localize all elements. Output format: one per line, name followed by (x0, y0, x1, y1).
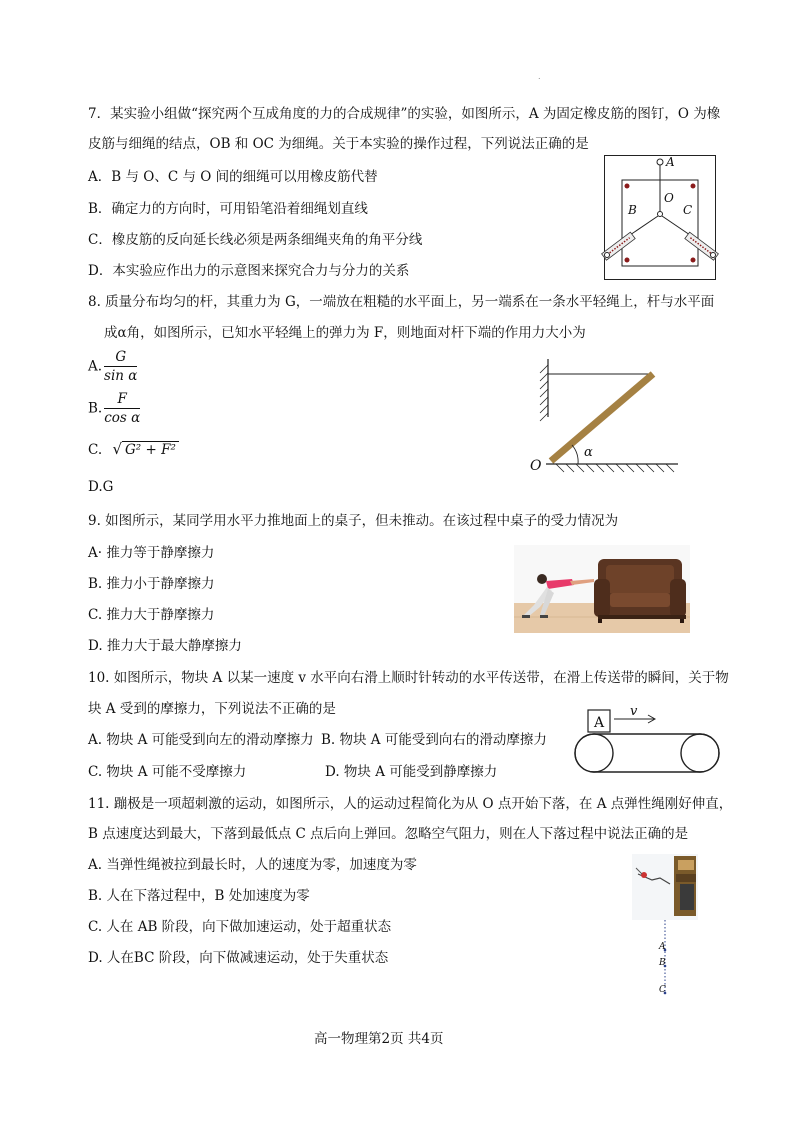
q8-option-b-label: B. (88, 400, 103, 417)
q8-option-b-fraction (104, 390, 140, 427)
q8-option-b-den: cos α (104, 410, 141, 426)
q11-option-a[interactable]: A. 当弹性绳被拉到最长时，人的速度为零，加速度为零 (88, 857, 417, 873)
q7-stem-line1: 7．某实验小组做“探究两个互成角度的力的合成规律”的实验，如图所示，A 为固定橡皮筋的图钉，O 为橡 (88, 106, 721, 122)
q10-velocity-label: v (630, 704, 638, 719)
corner-mark: . (538, 72, 541, 81)
q8-option-a-num: G (104, 348, 137, 367)
q10-option-b[interactable]: B. 物块 A 可能受到向右的滑动摩擦力 (321, 732, 547, 748)
q11-label-b: B (659, 958, 666, 968)
sofa (594, 559, 686, 623)
q7-label-c: C (683, 203, 693, 217)
q11-option-d[interactable]: D. 人在BC 阶段，向下做减速运动，处于失重状态 (88, 950, 389, 966)
q8-stem-line2: 成α角，如图所示，已知水平轻绳上的弹力为 F，则地面对杆下端的作用力大小为 (104, 325, 586, 341)
q8-option-b[interactable] (88, 390, 140, 427)
sqrt-icon: √ (112, 440, 122, 458)
q9-option-a[interactable]: A· 推力等于静摩擦力 (88, 545, 215, 561)
q7-stem-line2: 皮筋与细绳的结点，OB 和 OC 为细绳。关于本实验的操作过程，下列说法正确的是 (88, 136, 589, 152)
q9-option-c[interactable]: C. 推力大于静摩擦力 (88, 607, 215, 623)
q11-option-b[interactable]: B. 人在下落过程中，B 处加速度为零 (88, 888, 310, 904)
q8-option-c-label: C. (88, 442, 103, 458)
q8-option-a-den: sin α (104, 368, 138, 384)
q8-option-b-num: F (104, 390, 140, 409)
q10-option-d[interactable]: D. 物块 A 可能受到静摩擦力 (325, 764, 498, 780)
q11-option-c[interactable]: C. 人在 AB 阶段，向下做加速运动，处于超重状态 (88, 919, 392, 935)
q11-stem-line1: 11. 蹦极是一项超刺激的运动，如图所示，人的运动过程简化为从 O 点开始下落，在 A 点弹性绳刚好伸直， (88, 796, 733, 812)
q7-option-a[interactable]: A．B 与 O、C 与 O 间的细绳可以用橡皮筋代替 (88, 169, 378, 185)
q11-label-c: C (659, 985, 666, 995)
q8-label-alpha: α (584, 445, 593, 460)
q9-stem-line1: 9. 如图所示，某同学用水平力推地面上的桌子，但未推动。在该过程中桌子的受力情况为 (88, 513, 619, 529)
q7-label-a: A (666, 155, 675, 169)
q8-option-a-fraction (104, 348, 137, 385)
q7-label-b: B (628, 203, 637, 217)
q9-option-d[interactable]: D. 推力大于最大静摩擦力 (88, 638, 242, 654)
q9-figure-push-sofa (514, 545, 690, 633)
q9-option-b[interactable]: B. 推力小于静摩擦力 (88, 576, 215, 592)
q8-option-a-label: A. (88, 358, 103, 375)
q8-option-c[interactable] (88, 440, 179, 458)
q11-label-a: A (659, 942, 666, 952)
q10-block-label: A (594, 715, 605, 731)
q10-option-c[interactable]: C. 物块 A 可能不受摩擦力 (88, 764, 247, 780)
q8-stem-line1: 8. 质量分布均匀的杆，其重力为 G，一端放在粗糙的水平面上，另一端系在一条水平轻绳上，杆与水平面 (88, 294, 715, 310)
q11-figure-bungee (630, 850, 702, 1000)
q7-option-c[interactable]: C．橡皮筋的反向延长线必须是两条细绳夹角的角平分线 (88, 232, 423, 248)
q8-option-a[interactable] (88, 348, 137, 385)
q7-option-d[interactable]: D．本实验应作出力的示意图来探究合力与分力的关系 (88, 263, 410, 279)
q7-label-o: O (664, 191, 674, 205)
q11-stem-line2: B 点速度达到最大，下落到最低点 C 点后向上弹回。忽略空气阻力，则在人下落过程中说法正确的是 (88, 826, 689, 842)
q7-figure-force-board (604, 155, 716, 280)
q10-stem-line2: 块 A 受到的摩擦力，下列说法不正确的是 (88, 701, 336, 717)
q7-option-b[interactable]: B．确定力的方向时，可用铅笔沿着细绳划直线 (88, 201, 368, 217)
q10-option-a[interactable]: A. 物块 A 可能受到向左的滑动摩擦力 (88, 732, 314, 748)
page-footer: 高一物理第2页 共4页 (314, 1031, 444, 1047)
q10-stem-line1: 10. 如图所示，物块 A 以某一速度 v 水平向右滑上顺时针转动的水平传送带，在滑上传送带的瞬间，关于物 (88, 670, 729, 686)
q10-figure-conveyor (568, 707, 726, 781)
q8-figure-rod (528, 355, 683, 475)
q8-option-d[interactable]: D.G (88, 479, 114, 495)
q8-label-o: O (530, 458, 542, 474)
q8-option-c-expr: G² + F² (122, 441, 179, 458)
